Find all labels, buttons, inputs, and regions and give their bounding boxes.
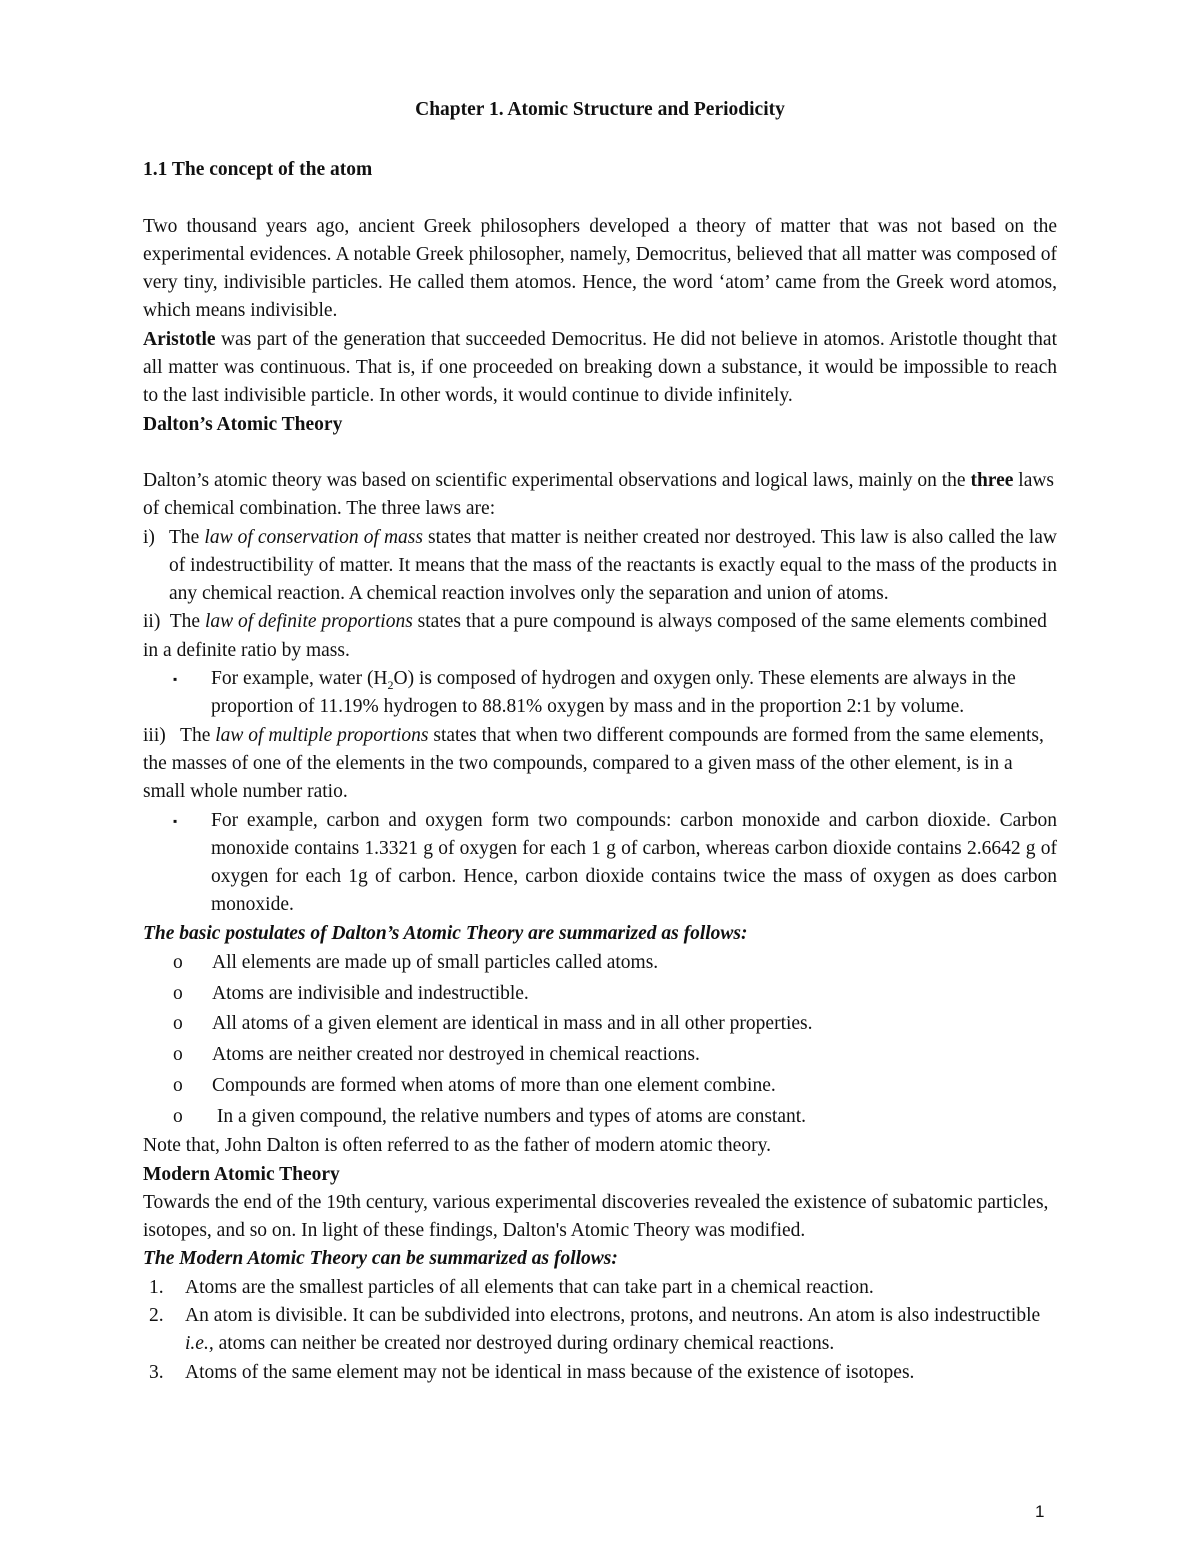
intro-paragraph: Two thousand years ago, ancient Greek philosophers developed a theory of matter that was not based on the experimental evidences. A notable Greek philosopher, namely, Democritus, believed that all matter was composed of very tiny, indivisible particles. He called them atomos. Hence, the word ‘atom’ came from the Greek word atomos, which means indivisible. bbox=[143, 215, 1057, 322]
chapter-title: Chapter 1. Atomic Structure and Periodicity bbox=[415, 99, 785, 120]
dalton-heading: Dalton’s Atomic Theory bbox=[143, 413, 343, 435]
list-item: 3. Atoms of the same element may not be identical in mass because of the existence of isotopes. bbox=[149, 1361, 915, 1383]
list-item: 2. An atom is divisible. It can be subdivided into electrons, protons, and neutrons. An atom is also indestructible i.e., atoms can neither be created nor destroyed during ordinary chemical reactions. bbox=[149, 1305, 1041, 1355]
list-item: o Compounds are formed when atoms of more than one element combine. bbox=[143, 1071, 1057, 1102]
o-bullet-icon: o bbox=[173, 952, 183, 974]
list-item: o In a given compound, the relative numbers and types of atoms are constant. bbox=[143, 1102, 1057, 1133]
list-item: o All elements are made up of small particles called atoms. bbox=[143, 948, 1057, 979]
square-bullet-icon: ▪ bbox=[173, 813, 178, 828]
list-item: o Atoms are indivisible and indestructible. bbox=[143, 979, 1057, 1010]
list-item: o All atoms of a given element are identical in mass and in all other properties. bbox=[143, 1009, 1057, 1040]
document-page bbox=[143, 96, 1057, 1387]
square-bullet-icon: ▪ bbox=[173, 672, 178, 687]
list-item: 1. Atoms are the smallest particles of all elements that can take part in a chemical reaction. bbox=[149, 1276, 874, 1298]
section-heading: 1.1 The concept of the atom bbox=[143, 159, 373, 181]
o-bullet-icon: o bbox=[173, 1013, 183, 1035]
o-bullet-icon: o bbox=[173, 1105, 183, 1127]
list-item: o Atoms are neither created nor destroyed in chemical reactions. bbox=[143, 1040, 1057, 1071]
law-name: law of definite proportions bbox=[204, 611, 413, 633]
o-bullet-icon: o bbox=[173, 982, 183, 1004]
law-item: ii) The law of definite proportions states that a pure compound is always composed of the same elements combined in a definite ratio by mass. ▪ For example, water $(H_2O)$ is composed of hydrogen and oxygen only. These elements are always in the proportion of 11.19% hydrogen to 88.81% oxygen by mass and in the proportion 2:1 by volume. bbox=[143, 608, 1057, 721]
law-name: law of multiple proportions bbox=[215, 724, 429, 746]
aristotle-name: Aristotle bbox=[143, 328, 216, 350]
modern-heading: Modern Atomic Theory bbox=[143, 1163, 340, 1185]
modern-summary-heading: The Modern Atomic Theory can be summarized as follows: bbox=[143, 1248, 618, 1270]
modern-intro: Towards the end of the 19th century, various experimental discoveries revealed the existence of subatomic particles, isotopes, and so on. In light of these findings, Dalton's Atomic Theory was modified. bbox=[143, 1191, 1049, 1242]
example-item: ▪ For example, water $(H_2O)$ is composed of hydrogen and oxygen only. These elements are always in the proportion of 11.19% hydrogen to 88.81% oxygen by mass and in the proportion 2:1 by volume. bbox=[143, 665, 1057, 722]
three-emphasis: three bbox=[970, 469, 1014, 491]
page-number: 1 bbox=[1035, 1502, 1045, 1521]
o-bullet-icon: o bbox=[173, 1044, 183, 1066]
postulates-heading: The basic postulates of Dalton’s Atomic Theory are summarized as follows: bbox=[143, 922, 748, 944]
postulates-list bbox=[143, 948, 1057, 1132]
aristotle-paragraph bbox=[143, 326, 1057, 411]
aristotle-text: was part of the generation that succeeded Democritus. He did not believe in atomos. Aristotle thought that all matter was continuous. That is, if one proceeded on breaking down a substance, it would be impossible to reach to the last indivisible particle. In other words, it would continue to divide infinitely. bbox=[143, 328, 1057, 407]
dalton-intro: Dalton’s atomic theory was based on scientific experimental observations and logical laws, mainly on the three laws of chemical combination. The three laws are: bbox=[143, 469, 1055, 520]
law-item: iii) The law of multiple proportions states that when two different compounds are formed from the same elements, the masses of one of the elements in the two compounds, compared to a given mass of the other element, is in a small whole number ratio. ▪ For example, carbon and oxygen form two compounds: carbon monoxide and carbon dioxide. Carbon monoxide contains 1.3321 g of oxygen for each 1 g of carbon, whereas carbon dioxide contains 2.6642 g of oxygen for each 1g of carbon. Hence, carbon dioxide contains twice the mass of oxygen as does carbon monoxide. bbox=[143, 722, 1057, 920]
example-item: ▪ For example, carbon and oxygen form two compounds: carbon monoxide and carbon dioxide. Carbon monoxide contains 1.3321 g of oxygen for each 1 g of carbon, whereas carbon dioxide contains 2.6642 g of oxygen for each 1g of carbon. Hence, carbon dioxide contains twice the mass of oxygen as does carbon monoxide. bbox=[143, 807, 1057, 920]
o-bullet-icon: o bbox=[173, 1074, 183, 1096]
law-name: law of conservation of mass bbox=[204, 526, 423, 548]
dalton-note: Note that, John Dalton is often referred to as the father of modern atomic theory. bbox=[143, 1135, 771, 1157]
law-item: i) The law of conservation of mass states that matter is neither created nor destroyed. This law is also called the law of indestructibility of matter. It means that the mass of the reactants is exactly equal to the mass of the products in any chemical reaction. A chemical reaction involves only the separation and union of atoms. bbox=[143, 526, 1057, 605]
modern-list bbox=[143, 1274, 1057, 1387]
